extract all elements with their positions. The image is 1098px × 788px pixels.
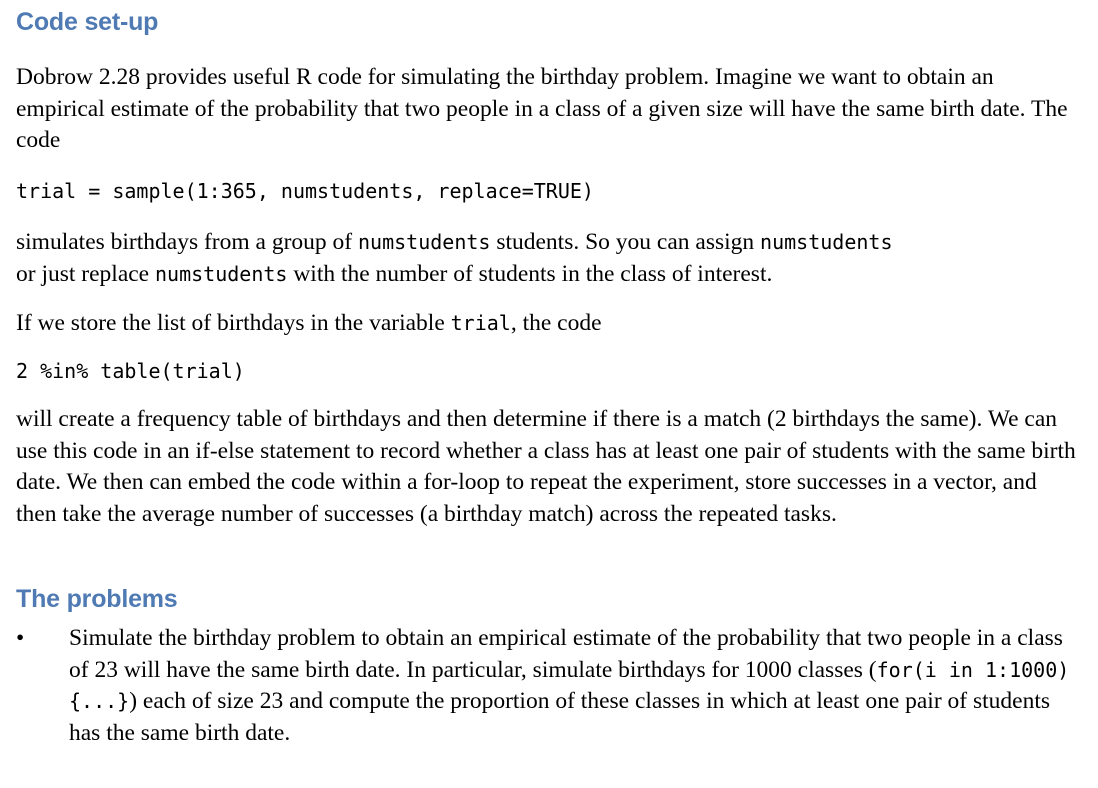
inline-code: numstudents	[154, 261, 288, 286]
text-run: Simulate the birthday problem to obtain an empirical estimate of the probability that two people in a class of 23 will have the same birth date. In particular, simulate birthdays for 1000 classes (	[69, 625, 1063, 683]
inline-code: for(i in 1:1000){...}	[69, 657, 1070, 713]
text-run: simulates birthdays from a group of	[16, 229, 358, 255]
numstudents-paragraph	[16, 227, 1076, 290]
problem-list	[16, 623, 1076, 749]
inline-code: numstudents	[358, 230, 491, 254]
intro-paragraph: Dobrow 2.28 provides useful R code for simulating the birthday problem. Imagine we want to obtain an empirical estimate of the probability that two people in a class of a given size will have the same birth date. The code	[16, 64, 1068, 153]
bullet-icon: •	[16, 625, 25, 651]
section-heading-problems: The problems	[16, 585, 178, 613]
text-run: with the number of students in the class of interest.	[287, 260, 773, 287]
trial-paragraph	[16, 308, 1076, 340]
section-heading-code-setup: Code set-up	[16, 8, 159, 36]
text-run: If we store the list of birthdays in the variable	[16, 310, 451, 336]
inline-code: numstudents	[760, 230, 893, 254]
text-run: ) each of size 23 and compute the proportion of these classes in which at least one pair of students has the same birth date.	[69, 688, 1051, 746]
text-run: students. So you can assign	[490, 229, 761, 255]
code-sample-line: trial = sample(1:365, numstudents, replace=TRUE)	[16, 179, 594, 203]
list-item	[16, 623, 1076, 749]
code-table-line: 2 %in% table(trial)	[16, 359, 245, 383]
text-run: or just replace	[16, 260, 155, 287]
inline-code: trial	[450, 311, 511, 335]
explanation-paragraph: will create a frequency table of birthdays and then determine if there is a match (2 birthdays the same). We can use this code in an if-else statement to record whether a class has at least one pair of students with the same birth date. We then can embed the code within a for-loop to repeat the experiment, store successes in a vector, and then take the average number of successes (a birthday match) across the repeated tasks.	[16, 406, 1076, 527]
text-run: , the code	[510, 310, 602, 336]
